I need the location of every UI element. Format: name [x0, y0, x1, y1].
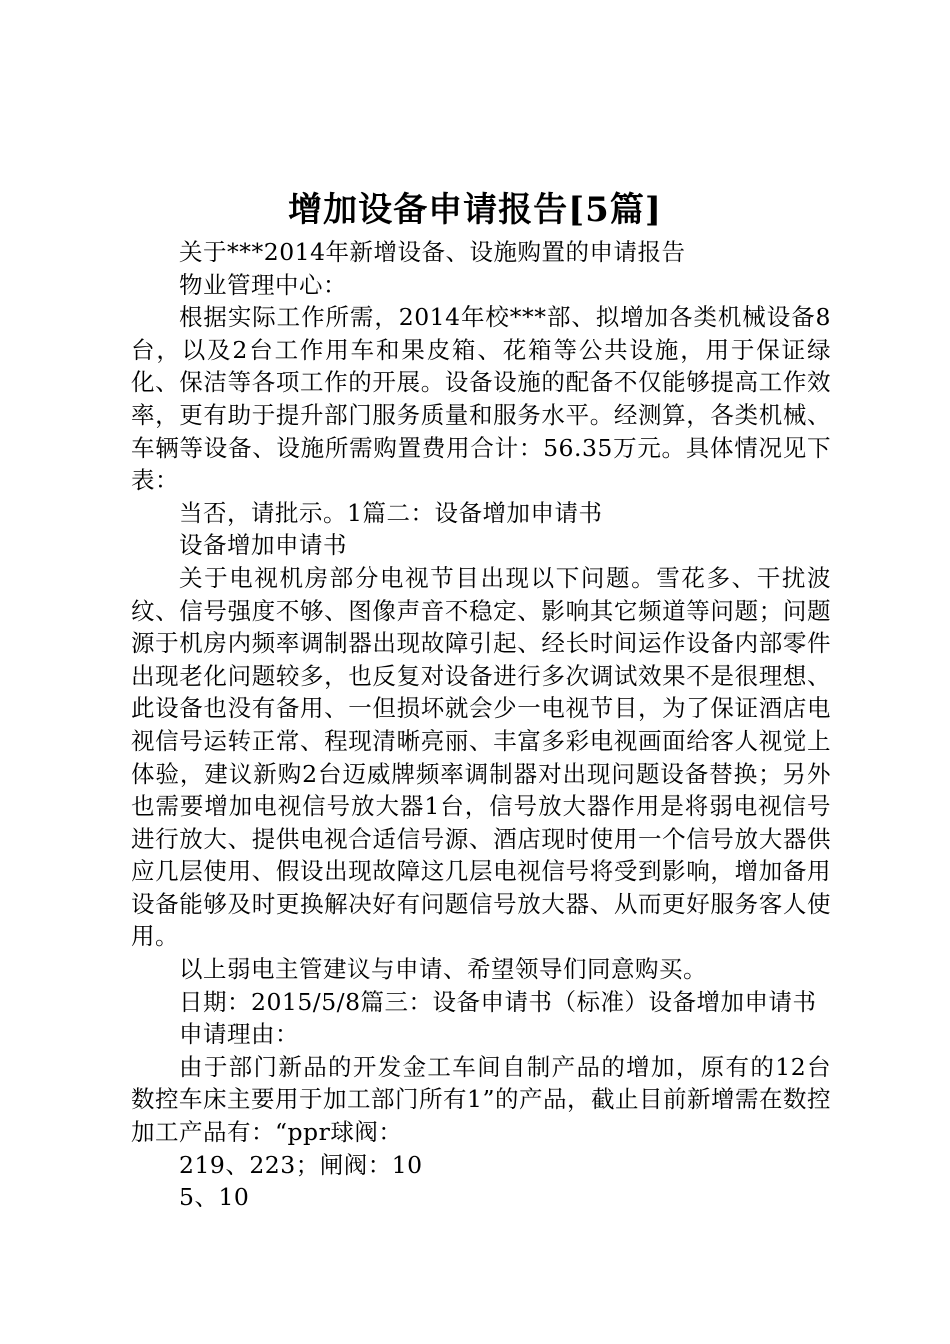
- paragraph-quantity-line-1: 219、223；闸阀：10: [179, 1150, 423, 1179]
- paragraph-reason-detail: 由于部门新品的开发金工车间自制产品的增加，原有的12台数控车床主要用于加工部门所有1”的产品，截止目前新增需在数控加工产品有：“ppr球阀：: [131, 1052, 831, 1147]
- paragraph-closing-request: 以上弱电主管建议与申请、希望领导们同意购买。: [179, 955, 707, 984]
- paragraph-approval-request: 当否，请批示。1篇二：设备增加申请书: [179, 498, 603, 527]
- paragraph-date: 日期：2015/5/8篇三：设备申请书（标准）设备增加申请书: [179, 987, 817, 1016]
- paragraph-report-heading: 关于***2014年新增设备、设施购置的申请报告: [179, 238, 686, 266]
- paragraph-reason-label: 申请理由：: [179, 1020, 299, 1049]
- paragraph-quantity-line-2: 5、10: [179, 1183, 250, 1212]
- paragraph-addressee: 物业管理中心：: [179, 270, 347, 299]
- document-title: 增加设备申请报告[5篇]: [288, 190, 662, 230]
- paragraph-tv-room-issue: 关于电视机房部分电视节目出现以下问题。雪花多、干扰波纹、信号强度不够、图像声音不稳定、影响其它频道等问题；问题源于机房内频率调制器出现故障引起、经长时间运作设备内部零件出现老化问题较多，也反复对设备进行多次调试效果不是很理想、此设备也没有备用、一但损坏就会少一电视节目，为了保证酒店电视信号运转正常、程现清晰亮丽、丰富多彩电视画面给客人视觉上体验，建议新购2台迈威牌频率调制器对出现问题设备替换；另外也需要增加电视信号放大器1台，信号放大器作用是将弱电视信号进行放大、提供电视合适信号源、酒店现时使用一个信号放大器供应几层使用、假设出现故障这几层电视信号将受到影响，增加备用设备能够及时更换解决好有问题信号放大器、从而更好服务客人使用。: [131, 563, 831, 951]
- document-body: [131, 236, 831, 1214]
- paragraph-purchase-request: 根据实际工作所需，2014年校***部、拟增加各类机械设备8台，以及2台工作用车和果皮箱、花箱等公共设施，用于保证绿化、保洁等各项工作的开展。设备设施的配备不仅能够提高工作效率，更有助于提升部门服务质量和服务水平。经测算，各类机械、车辆等设备、设施所需购置费用合计：56.35万元。具体情况见下表：: [131, 303, 831, 495]
- paragraph-section-heading: 设备增加申请书: [179, 531, 347, 560]
